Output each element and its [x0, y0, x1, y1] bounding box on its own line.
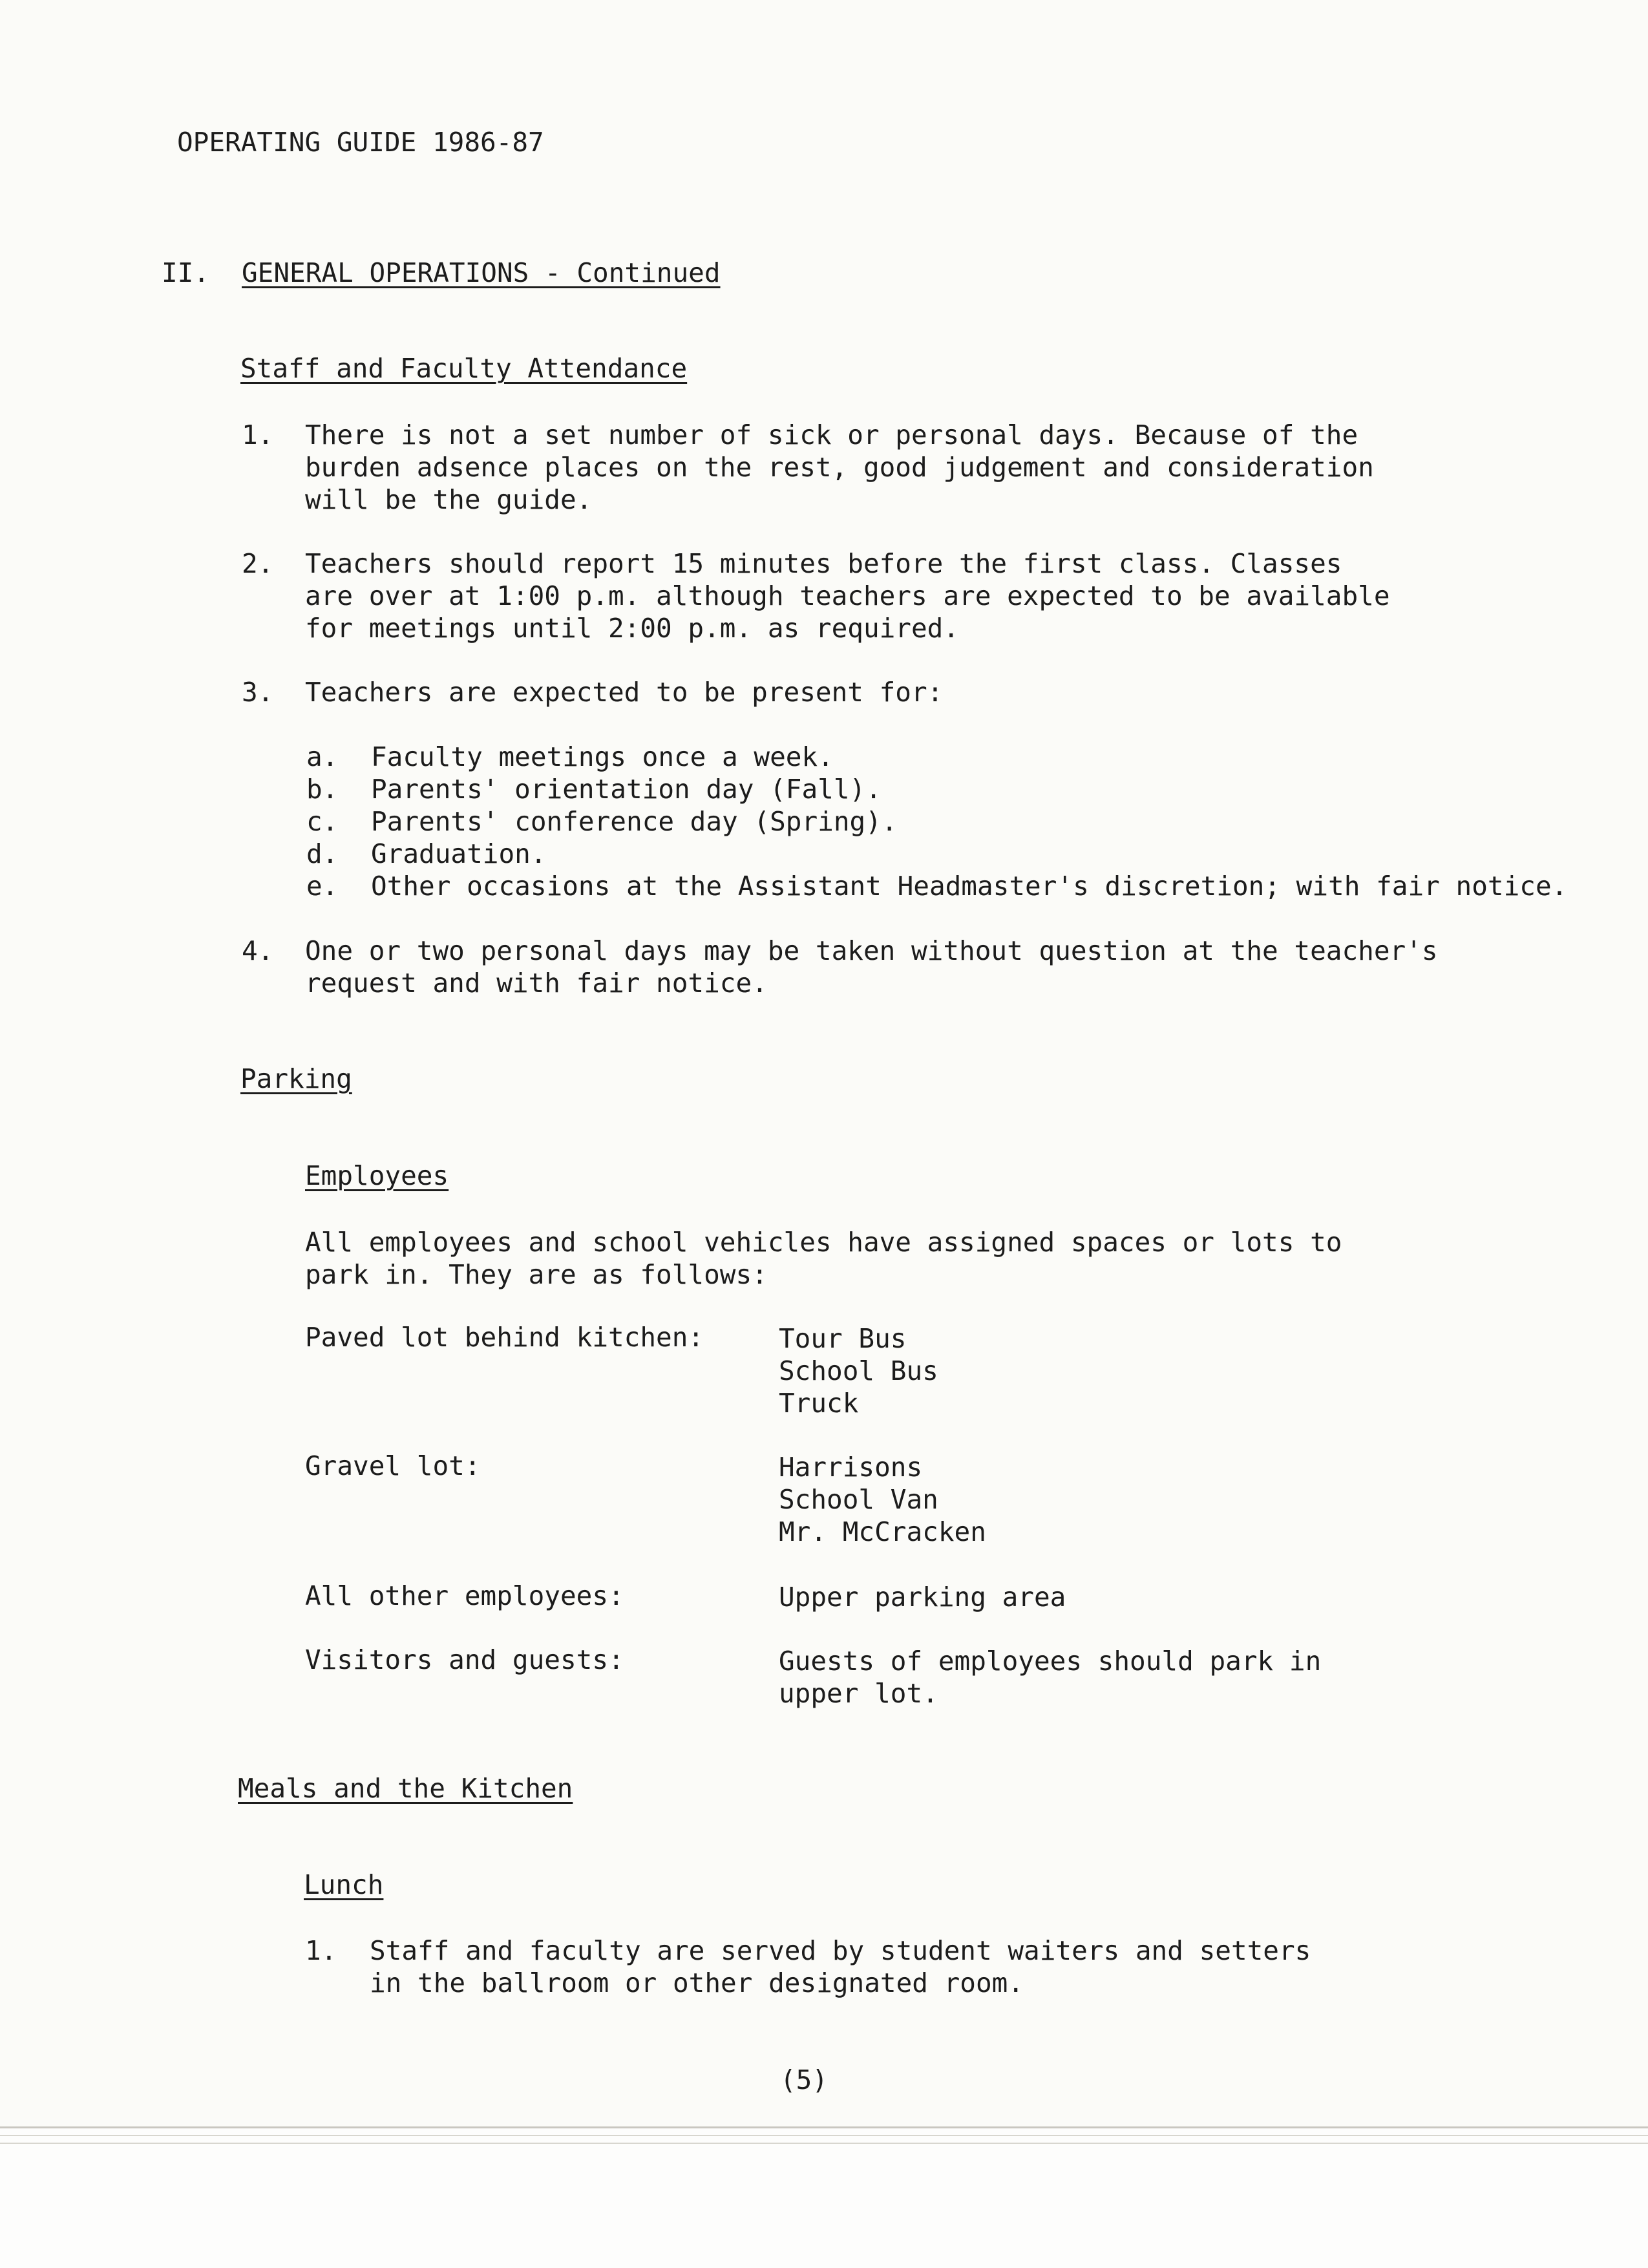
list-item-line: in the ballroom or other designated room.: [370, 1967, 1024, 1998]
staff-attendance-heading: Staff and Faculty Attendance: [240, 353, 688, 384]
list-item-line: request and with fair notice.: [305, 968, 768, 999]
parking-row-label: All other employees:: [305, 1580, 624, 1611]
sub-item-text: Parents' conference day (Spring).: [371, 806, 898, 837]
sub-item-text: Graduation.: [371, 838, 547, 869]
list-item-line: Teachers are expected to be present for:: [305, 677, 944, 708]
sub-item-letter: c.: [306, 806, 339, 837]
parking-heading: Parking: [240, 1063, 352, 1094]
parking-row-value: Harrisons: [779, 1452, 923, 1483]
list-item-number: 1.: [242, 419, 274, 450]
parking-row-value: Guests of employees should park in: [779, 1646, 1322, 1677]
list-item-line: Teachers should report 15 minutes before the first class. Classes: [305, 548, 1342, 579]
employees-subheading: Employees: [305, 1160, 449, 1191]
sub-item-letter: b.: [306, 774, 339, 805]
parking-row-value: School Bus: [779, 1355, 938, 1386]
parking-row-label: Visitors and guests:: [305, 1644, 624, 1675]
lunch-subheading: Lunch: [304, 1869, 384, 1900]
list-item-line: There is not a set number of sick or personal days. Because of the: [305, 419, 1358, 450]
parking-row-label: Paved lot behind kitchen:: [305, 1322, 704, 1353]
page-edge-line: [0, 2143, 1648, 2144]
list-item-number: 1.: [305, 1935, 337, 1966]
sub-item-letter: a.: [306, 741, 339, 772]
parking-row-value: Tour Bus: [779, 1323, 907, 1354]
list-item-line: burden adsence places on the rest, good judgement and consideration: [305, 452, 1374, 483]
section-title: GENERAL OPERATIONS - Continued: [242, 257, 721, 288]
meals-heading: Meals and the Kitchen: [238, 1773, 573, 1804]
underlying-pages: [0, 2128, 1648, 2268]
page-edge-line: [0, 2135, 1648, 2136]
page-number: (5): [780, 2064, 829, 2095]
sub-item-text: Faculty meetings once a week.: [371, 741, 834, 772]
list-item-line: for meetings until 2:00 p.m. as required.: [305, 613, 960, 644]
parking-row-label: Gravel lot:: [305, 1450, 481, 1481]
list-item-number: 4.: [242, 935, 274, 966]
list-item-number: 3.: [242, 677, 274, 708]
sub-item-letter: d.: [306, 838, 339, 869]
guide-title: OPERATING GUIDE 1986-87: [177, 127, 544, 158]
sub-item-text: Other occasions at the Assistant Headmaster's discretion; with fair notice.: [371, 871, 1568, 902]
sub-item-letter: e.: [306, 871, 339, 902]
parking-row-value: upper lot.: [779, 1678, 938, 1709]
section-number: II.: [162, 257, 210, 288]
list-item-line: will be the guide.: [305, 484, 593, 515]
parking-row-value: Truck: [779, 1388, 859, 1419]
parking-row-value: School Van: [779, 1484, 938, 1515]
list-item-line: Staff and faculty are served by student waiters and setters: [370, 1935, 1311, 1966]
list-item-line: One or two personal days may be taken without question at the teacher's: [305, 935, 1438, 966]
parking-intro-line: All employees and school vehicles have assigned spaces or lots to: [305, 1227, 1342, 1258]
list-item-number: 2.: [242, 548, 274, 579]
parking-row-value: Mr. McCracken: [779, 1516, 986, 1547]
list-item-line: are over at 1:00 p.m. although teachers are expected to be available: [305, 580, 1390, 611]
parking-row-value: Upper parking area: [779, 1582, 1066, 1613]
parking-intro-line: park in. They are as follows:: [305, 1259, 768, 1290]
sub-item-text: Parents' orientation day (Fall).: [371, 774, 882, 805]
